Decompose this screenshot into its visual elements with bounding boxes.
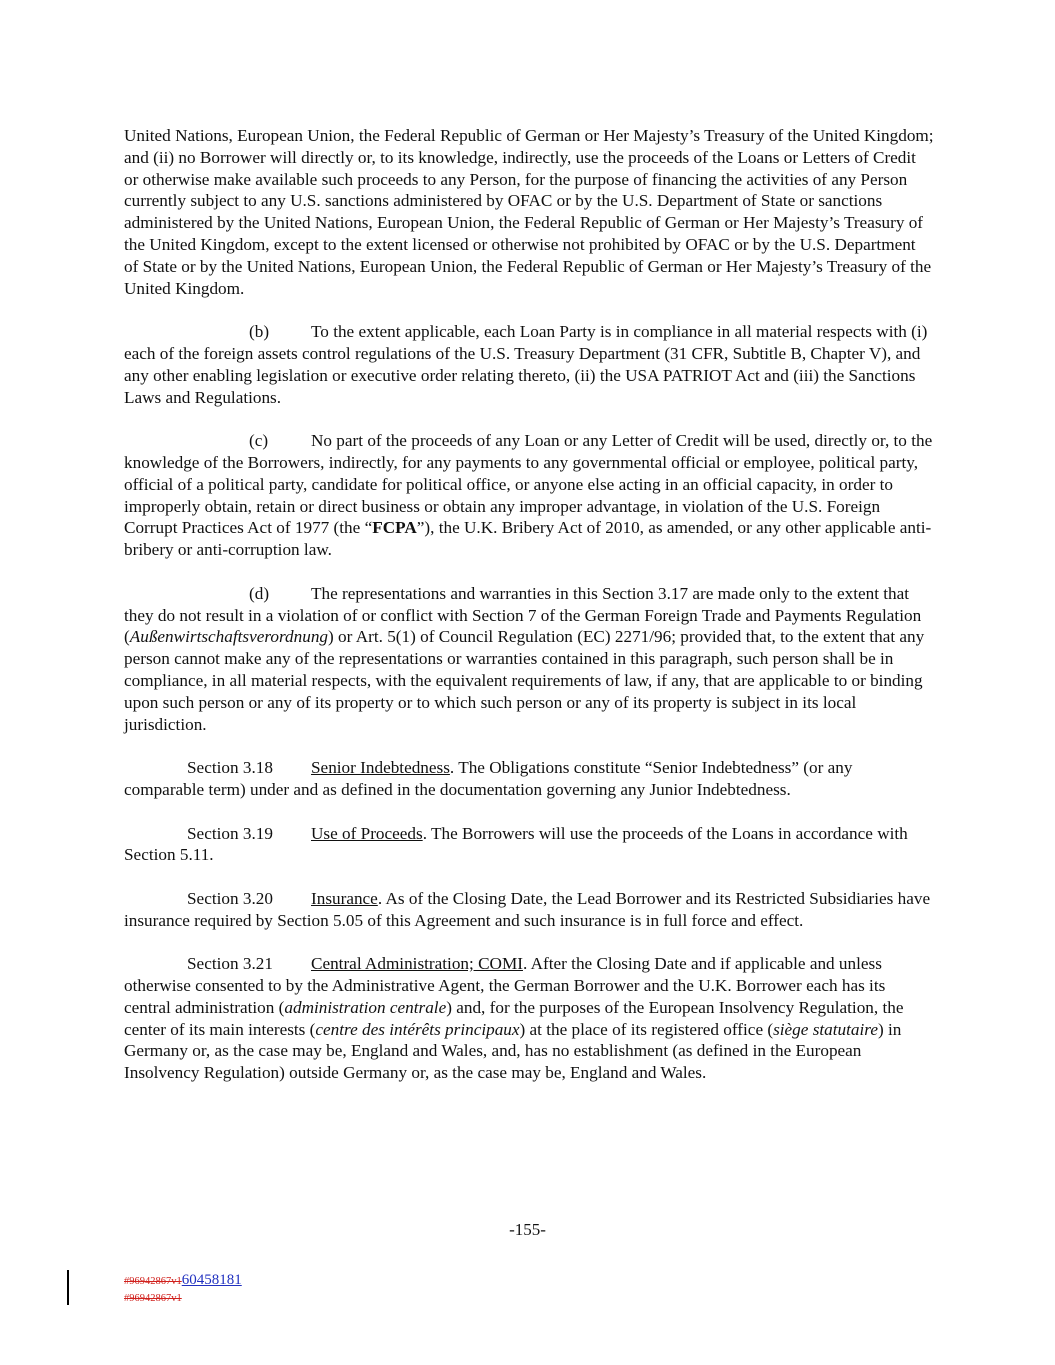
section-3-21-label: Section 3.21 <box>187 954 273 974</box>
section-3-20-title: Insurance <box>311 888 378 908</box>
section-3-18-label: Section 3.18 <box>187 758 273 778</box>
section-3-18-title: Senior Indebtedness <box>311 758 450 778</box>
deleted-doc-id-2: #96942867v1 <box>124 1293 182 1304</box>
section-3-21-text-3: ) at the place of its registered office ( <box>519 1019 774 1039</box>
section-3-18-text: . The Obligations constitute “Senior Indebtedness” (or any comparable term) under and as defined in the documentation governing any Junior Indebtedness. <box>124 758 853 799</box>
section-3-21-text-2: ) and, for the purposes of the European Insolvency Regulation, the center of its main interests ( <box>124 997 904 1039</box>
section-3-20-label: Section 3.20 <box>187 888 273 908</box>
section-3-19 <box>124 823 934 867</box>
section-3-18 <box>124 757 934 801</box>
clause-c-text-end: ”), the U.K. Bribery Act of 2010, as amended, or any other applicable anti-bribery or anti-corruption law. <box>124 518 932 560</box>
section-3-19-title: Use of Proceeds <box>311 823 423 843</box>
clause-c <box>124 430 934 561</box>
doc-id-line-1 <box>124 1272 242 1289</box>
section-3-19-label: Section 3.19 <box>187 823 273 843</box>
italic-term-3: siège statutaire <box>773 1019 878 1039</box>
section-3-20-text: . As of the Closing Date, the Lead Borrower and its Restricted Subsidiaries have insurance required by Section 5.05 of this Agreement and such insurance is in full force and effect. <box>124 888 931 930</box>
clause-c-text: No part of the proceeds of any Loan or any Letter of Credit will be used, directly or, to the knowledge of the Borrowers, indirectly, for any payments to any governmental official or employee, political party, official of a political party, candidate for political office, or anyone else acting in an official capacity, in order to improperly obtain, retain or direct business or obtain any improper advantage, in violation of the U.S. Foreign Corrupt Practices Act of 1977 (the “ <box>124 431 933 538</box>
fcpa-term: FCPA <box>372 518 417 538</box>
clause-b <box>124 321 934 408</box>
page-number: -155- <box>509 1220 546 1239</box>
paragraph-continuation: United Nations, European Union, the Federal Republic of German or Her Majesty’s Treasury of the United Kingdom; and (ii) no Borrower will directly or, to its knowledge, indirectly, use the proceeds of the Loans or Letters of Credit or otherwise make available such proceeds to any Person, for the purpose of financing the activities of any Person currently subject to any U.S. sanctions administered by OFAC or by the U.S. Department of State or sanctions administered by the United Nations, European Union, the Federal Republic of German or Her Majesty’s Treasury of the United Kingdom, except to the extent licensed or otherwise not prohibited by OFAC or by the U.S. Department of State or by the United Nations, European Union, the Federal Republic of German or Her Majesty’s Treasury of the United Kingdom. <box>124 126 934 298</box>
document-body <box>124 125 934 1106</box>
italic-term-2: centre des intérêts principaux <box>315 1019 520 1039</box>
german-term: Außenwirtschaftsverordnung <box>129 627 329 647</box>
italic-term-1: administration centrale <box>284 997 447 1017</box>
section-3-19-text: . The Borrowers will use the proceeds of the Loans in accordance with Section 5.11. <box>124 823 908 865</box>
section-3-21-title: Central Administration; COMI <box>311 954 523 974</box>
clause-d-label: (d) <box>249 583 270 603</box>
clause-c-label: (c) <box>249 431 269 451</box>
change-bar <box>67 1270 69 1305</box>
clause-d-text-end: ) or Art. 5(1) of Council Regulation (EC) 2271/96; provided that, to the extent that any person cannot make any of the representations or warranties contained in this paragraph, such person shall be in compliance, in all material respects, with the equivalent requirements of law, if any, that are applicable to or binding upon such person or any of its property or to which such person or any of its property is subject in its local jurisdiction. <box>124 627 925 734</box>
clause-b-label: (b) <box>249 322 270 342</box>
section-3-21 <box>124 953 934 1084</box>
doc-id-line-2 <box>124 1289 242 1306</box>
clause-d <box>124 583 934 736</box>
inserted-doc-id: 60458181 <box>181 1272 242 1288</box>
section-3-21-text-4: ) in Germany or, as the case may be, England and Wales, and, has no establishment (as defined in the European Insolvency Regulation) outside Germany or, as the case may be, England and Wales. <box>124 1019 902 1083</box>
clause-b-text: To the extent applicable, each Loan Party is in compliance in all material respects with (i) each of the foreign assets control regulations of the U.S. Treasury Department (31 CFR, Subtitle B, Chapter V), and any other enabling legislation or executive order relating thereto, (ii) the USA PATRIOT Act and (iii) the Sanctions Laws and Regulations. <box>124 322 928 407</box>
deleted-doc-id: #96942867v1 <box>124 1276 182 1287</box>
section-3-21-text: . After the Closing Date and if applicable and unless otherwise consented to by the Administrative Agent, the German Borrower and the U.K. Borrower each has its central administration ( <box>124 954 886 1017</box>
document-id <box>124 1272 242 1306</box>
section-3-20 <box>124 888 934 932</box>
clause-d-text: The representations and warranties in this Section 3.17 are made only to the extent that they do not result in a violation of or conflict with Section 7 of the German Foreign Trade and Payments Regulation ( <box>124 583 922 647</box>
